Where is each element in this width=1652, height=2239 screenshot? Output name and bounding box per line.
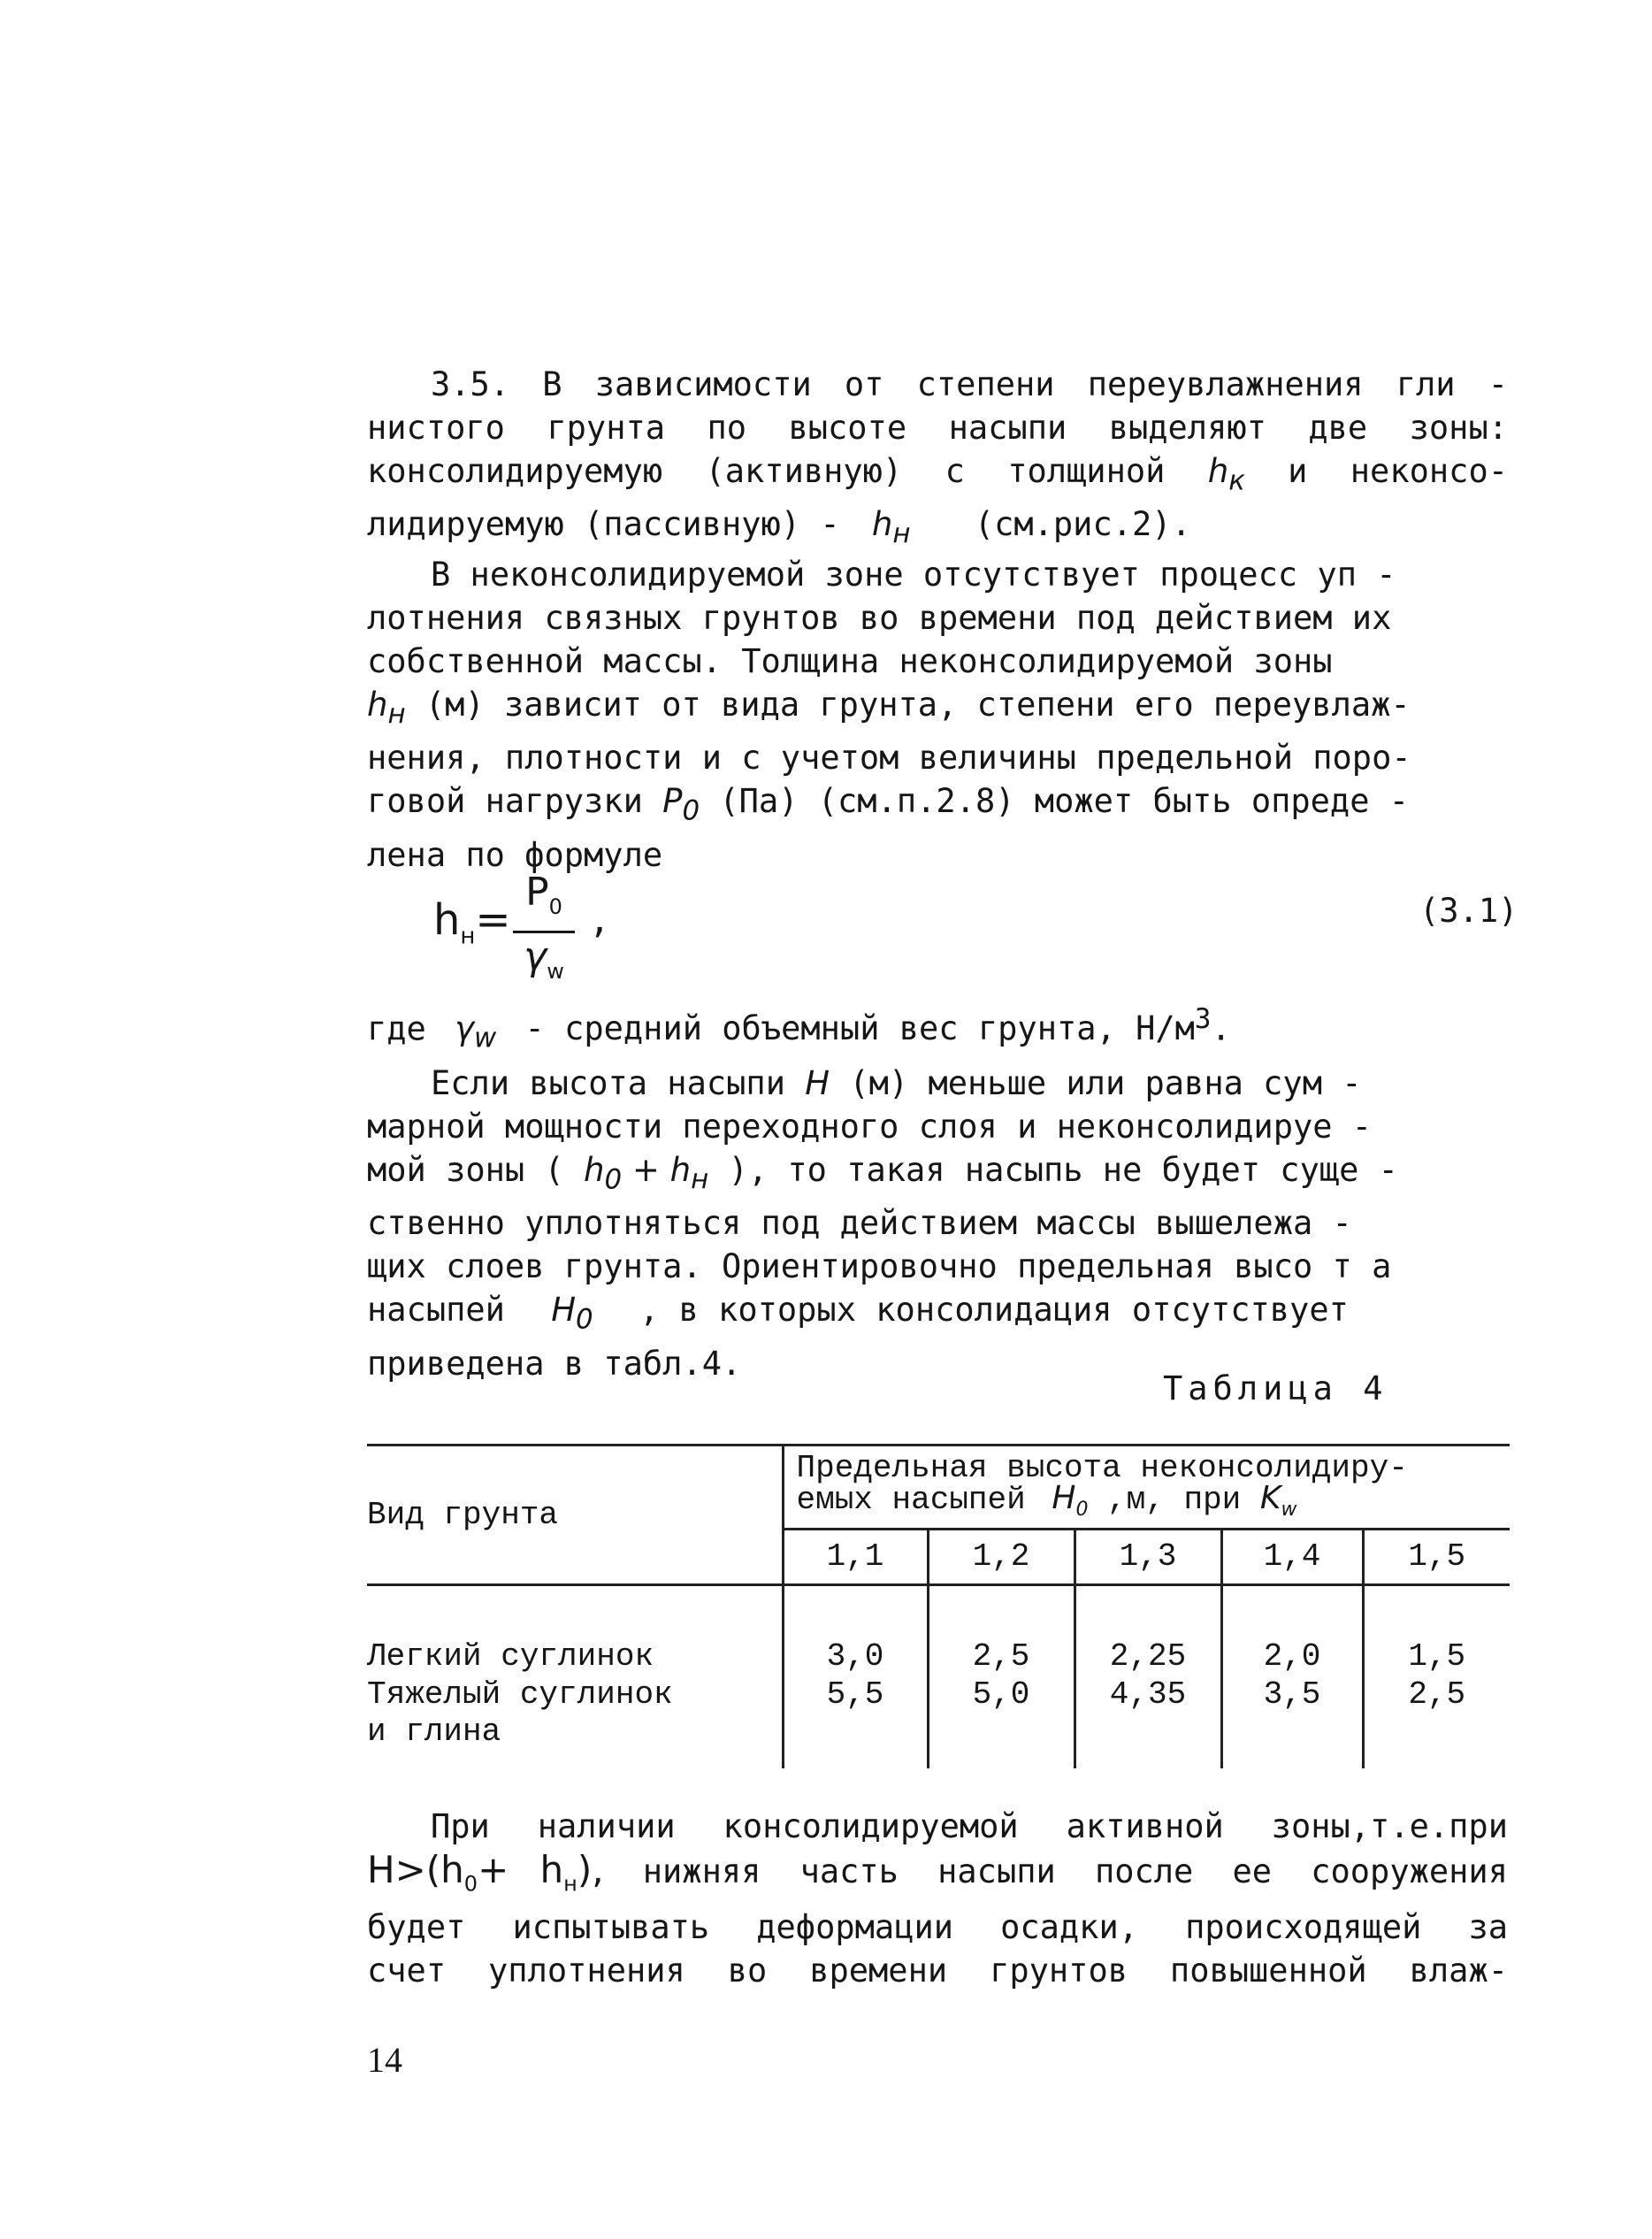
table-cell: 2,5 — [928, 1585, 1075, 1677]
kw-value: 1,4 — [1221, 1530, 1363, 1585]
paragraph-active-zone: При наличии консолидируемой активной зоны,т.е.при $H>(h_0+ h_н)$, нижняя часть насыпи после ее сооружения будет испытывать деформации осадки, происходящей за счет уплотнения во времени грунтов повышенной влаж- — [367, 1807, 1508, 1990]
paragraph-nonconsolidated: В неконсолидируемой зоне отсутствует процесс уп - лотнения связных грунтов во времени под действием их собственной массы. Толщина неконсолидируемой зоны $h_н$ (м) зависит от вида грунта, степени его переувлаж- нения, плотности и с учетом величины предельной поро- говой нагрузки $P_0$ (Па) (см.п.2.8) может быть опреде - лена по формуле — [367, 556, 1411, 874]
table-cell: 3,0 — [783, 1585, 928, 1677]
symbol-h-n: $h_н$ — [367, 686, 406, 731]
table-row — [367, 1676, 1510, 1768]
table-cell: 5,0 — [928, 1676, 1075, 1768]
formula-denominator: $\gamma_w$ — [524, 933, 564, 984]
symbol-h-embankment: H — [805, 1064, 830, 1102]
kw-value: 1,5 — [1363, 1530, 1510, 1585]
symbol-p-0: $P_0$ — [662, 782, 700, 827]
symbol-gamma-w: $\gamma_w$ — [455, 1009, 497, 1054]
soil-name: Тяжелый суглинок и глина — [367, 1676, 673, 1750]
equation-number: (3.1) — [1419, 892, 1518, 930]
table-cell: 3,5 — [1221, 1676, 1363, 1768]
symbol-h-k: $h_к$ — [1207, 452, 1245, 497]
table-header-row — [367, 1445, 1510, 1530]
formula-comma: , — [593, 893, 607, 943]
kw-value: 1,2 — [928, 1530, 1075, 1585]
paragraph-embankment-height: Если высота насыпи H (м) меньше или равна сум - марной мощности переходного слоя и неконсолидируе - мой зоны ( $h_0 + h_н$ ), то такая насыпь не будет суще - ственно уплотняться под действием массы вышележа - щих слоев грунта. Ориентировочно предельная высо т а насыпей $H_0$ , в которых консолидация отсутствует приведена в табл.4. — [367, 1064, 1398, 1383]
where-clause: где $\gamma_w$ - средний объемный вес грунта, $Н/м^3$. — [367, 1003, 1231, 1054]
kw-value: 1,3 — [1075, 1530, 1221, 1585]
table-cell: 2,0 — [1221, 1585, 1363, 1677]
symbol-h0-plus-hn: $h_0 + h_н$ — [584, 1151, 709, 1196]
formula-fraction — [513, 869, 575, 995]
formula-lhs: $h_н=$ — [433, 895, 511, 950]
col-header-soil: Вид грунта — [367, 1445, 783, 1585]
formula-numerator: $P_0$ — [525, 870, 562, 919]
soil-name: Легкий суглинок — [367, 1638, 654, 1675]
table-cell: 5,5 — [783, 1676, 928, 1768]
section-number: 3.5. — [431, 365, 510, 403]
group-header-height: Предельная высота неконсолидиру- емых насыпей $H_0$ ,м, при $K_w$ — [783, 1445, 1510, 1530]
table-4 — [367, 1444, 1510, 1768]
table-caption: Таблица 4 — [1163, 1369, 1388, 1407]
paragraph-3-5: 3.5. В зависимости от степени переувлажнения гли - нистого грунта по высоте насыпи выделяют две зоны: консолидируемую (активную) с толщиной $h_к$ и неконсо- лидируемую (пассивную) - $h_н$ (см.рис.2). — [367, 365, 1508, 550]
symbol-h-gt-h0-hn: $H>(h_0+ h_н)$, — [367, 1848, 604, 1897]
page-number: 14 — [367, 2040, 402, 2080]
symbol-h-0: $H_0$ — [551, 1291, 593, 1336]
kw-value: 1,1 — [783, 1530, 928, 1585]
table-row — [367, 1585, 1510, 1677]
table-cell: 2,5 — [1363, 1676, 1510, 1768]
table-cell: 2,25 — [1075, 1585, 1221, 1677]
table-cell: 4,35 — [1075, 1676, 1221, 1768]
symbol-h-n: $h_н$ — [871, 505, 911, 550]
table-cell: 1,5 — [1363, 1585, 1510, 1677]
